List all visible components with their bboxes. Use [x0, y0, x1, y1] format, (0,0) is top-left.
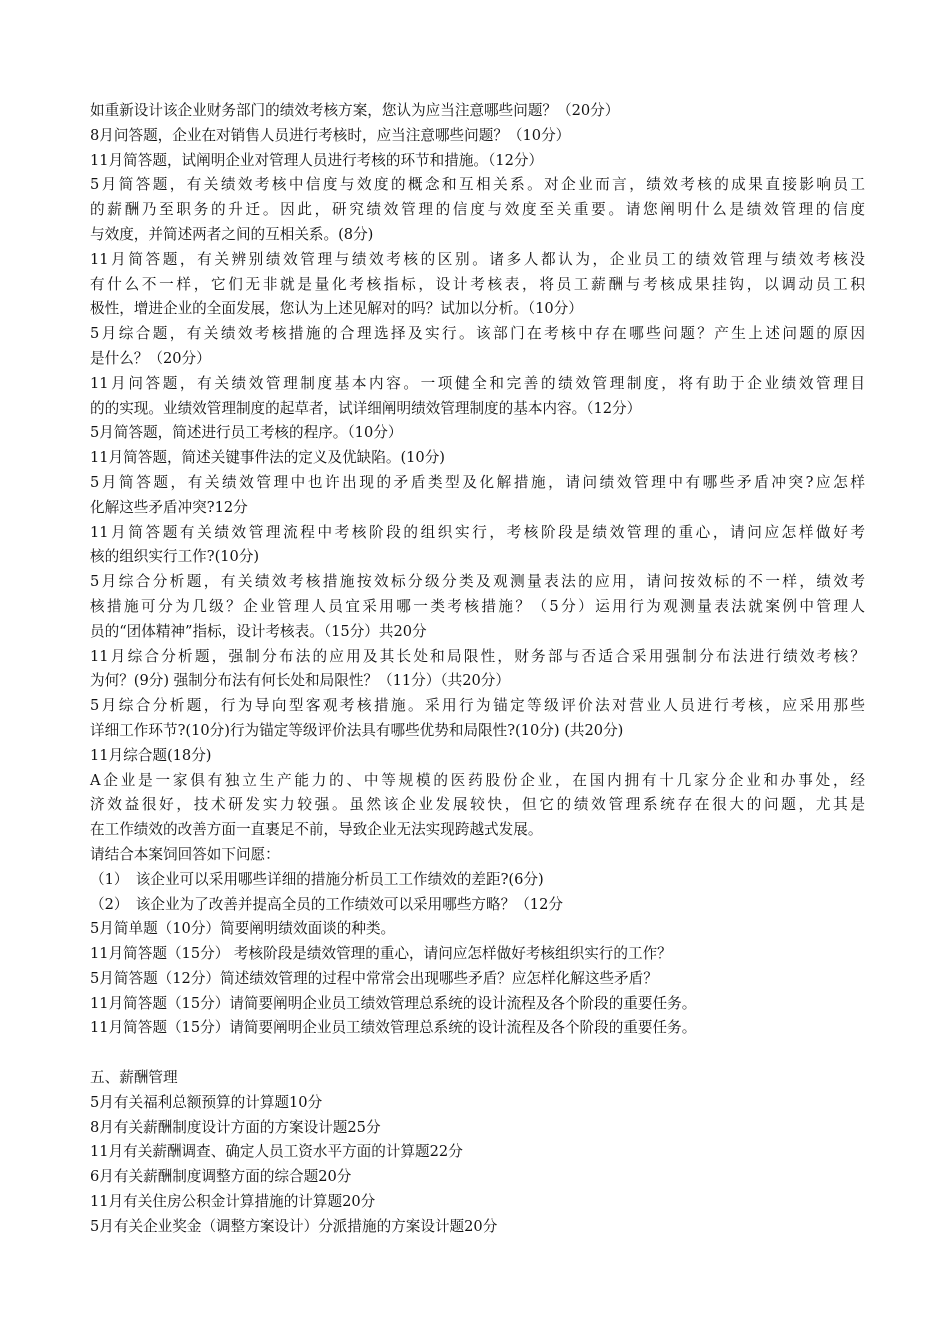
text-line: 核的组织实行工作?(10分) [90, 548, 260, 566]
text-line: 5月综合分析题，行为导向型客观考核措施。采用行为锚定等级评价法对营业人员进行考核，应采用那些 [90, 697, 865, 715]
text-line: 详细工作环节?(10分)行为锚定等级评价法具有哪些优势和局限性?(10分) (共20分) [90, 721, 624, 739]
text-line: 11月简答题（15分）请简要阐明企业员工绩效管理总系统的设计流程及各个阶段的重要任务。 [90, 1019, 697, 1037]
text-line: 11月问答题，有关绩效管理制度基本内容。一项健全和完善的绩效管理制度，将有助于企业绩效管理目 [90, 374, 865, 392]
text-line: 5月简答题，有关绩效管理中也许出现的矛盾类型及化解措施，请问绩效管理中有哪些矛盾冲突?应怎样 [90, 473, 865, 491]
text-line: 5月简答题，简述进行员工考核的程序。（10分） [90, 424, 403, 442]
text-line: 11月简答题有关绩效管理流程中考核阶段的组织实行，考核阶段是绩效管理的重心，请问应怎样做好考 [90, 523, 865, 541]
text-line: 化解这些矛盾冲突?12分 [90, 498, 248, 516]
text-line: 为何？(9分) 强制分布法有何长处和局限性？（11分）（共20分） [90, 672, 510, 690]
text-line: 济效益很好，技术研发实力较强。虽然该企业发展较快，但它的绩效管理系统存在很大的问题，尤其是 [90, 796, 865, 814]
text-line: 11月综合题(18分) [90, 746, 212, 764]
text-line: 的薪酬乃至职务的升迁。因此，研究绩效管理的信度与效度至关重要。请您阐明什么是绩效管理的信度 [90, 201, 865, 219]
text-line: 5月综合题，有关绩效考核措施的合理选择及实行。该部门在考核中存在哪些问题？产生上述问题的原因 [90, 325, 865, 343]
text-line: 如重新设计该企业财务部门的绩效考核方案，您认为应当注意哪些问题？（20分） [90, 102, 620, 119]
text-line: 与效度，并简述两者之间的互相关系。(8分) [90, 225, 374, 243]
text-line: A企业是一家俱有独立生产能力的、中等规模的医药股份企业，在国内拥有十几家分企业和办事处，经 [90, 771, 865, 789]
text-line: 员的“团体精神”指标，设计考核表。（15分）共20分 [90, 622, 427, 640]
document-page [90, 99, 865, 1240]
paragraph-gap [90, 1041, 865, 1066]
section-title: 五、薪酬管理 [90, 1069, 178, 1087]
text-line: 有什么不一样，它们无非就是量化考核指标，设计考核表，将员工薪酬与考核成果挂钩，以调动员工积 [90, 275, 865, 293]
text-line: 5月简答题（12分）简述绩效管理的过程中常常会出现哪些矛盾？应怎样化解这些矛盾？ [90, 969, 658, 987]
text-line: （1） 该企业可以采用哪些详细的措施分析员工工作绩效的差距?(6分) [90, 870, 544, 888]
section-item: 11月有关住房公积金计算措施的计算题20分 [90, 1193, 376, 1211]
text-line: 11月简答题，有关辨别绩效管理与绩效考核的区别。诸多人都认为，企业员工的绩效管理与绩效考核没 [90, 250, 865, 268]
text-line: （2） 该企业为了改善并提高全员的工作绩效可以采用哪些方略？（12分 [90, 895, 563, 913]
text-line: 的的实现。业绩效管理制度的起草者，试详细阐明绩效管理制度的基本内容。（12分） [90, 399, 642, 417]
section-item: 8月有关薪酬制度设计方面的方案设计题25分 [90, 1118, 381, 1136]
section-item: 5月有关企业奖金（调整方案设计）分派措施的方案设计题20分 [90, 1217, 498, 1235]
section-item: 6月有关薪酬制度调整方面的综合题20分 [90, 1168, 352, 1186]
section-item: 11月有关薪酬调查、确定人员工资水平方面的计算题22分 [90, 1143, 463, 1161]
text-line: 5月综合分析题，有关绩效考核措施按效标分级分类及观测量表法的应用，请问按效标的不一样，绩效考 [90, 573, 865, 591]
text-line: 请结合本案饲回答如下问愿： [90, 845, 280, 863]
section-item: 5月有关福利总额预算的计算题10分 [90, 1093, 323, 1111]
text-line: 11月简答题（15分）请简要阐明企业员工绩效管理总系统的设计流程及各个阶段的重要任务。 [90, 994, 697, 1012]
text-line: 是什么？（20分） [90, 349, 211, 367]
text-line: 极性，增进企业的全面发展，您认为上述见解对的吗？试加以分析。（10分） [90, 300, 583, 318]
text-line: 核措施可分为几级？企业管理人员宜采用哪一类考核措施？（5分）运用行为观测量表法就案例中管理人 [90, 597, 865, 615]
text-line: 在工作绩效的改善方面一直裹足不前，导致企业无法实现跨越式发展。 [90, 821, 543, 839]
text-line: 11月简答题，简述关键事件法的定义及优缺陷。(10分) [90, 449, 445, 467]
text-line: 8月问答题，企业在对销售人员进行考核时，应当注意哪些问题？（10分） [90, 126, 571, 144]
text-line: 5月简单题（10分）简要阐明绩效面谈的种类。 [90, 920, 396, 938]
text-line: 5月简答题，有关绩效考核中信度与效度的概念和互相关系。对企业而言，绩效考核的成果直接影响员工 [90, 176, 865, 194]
text-line: 11月综合分析题，强制分布法的应用及其长处和局限性，财务部与否适合采用强制分布法进行绩效考核？ [90, 647, 865, 665]
text-line: 11月简答题，试阐明企业对管理人员进行考核的环节和措施。（12分） [90, 151, 544, 169]
text-line: 11月简答题（15分） 考核阶段是绩效管理的重心，请问应怎样做好考核组织实行的工作？ [90, 945, 672, 963]
